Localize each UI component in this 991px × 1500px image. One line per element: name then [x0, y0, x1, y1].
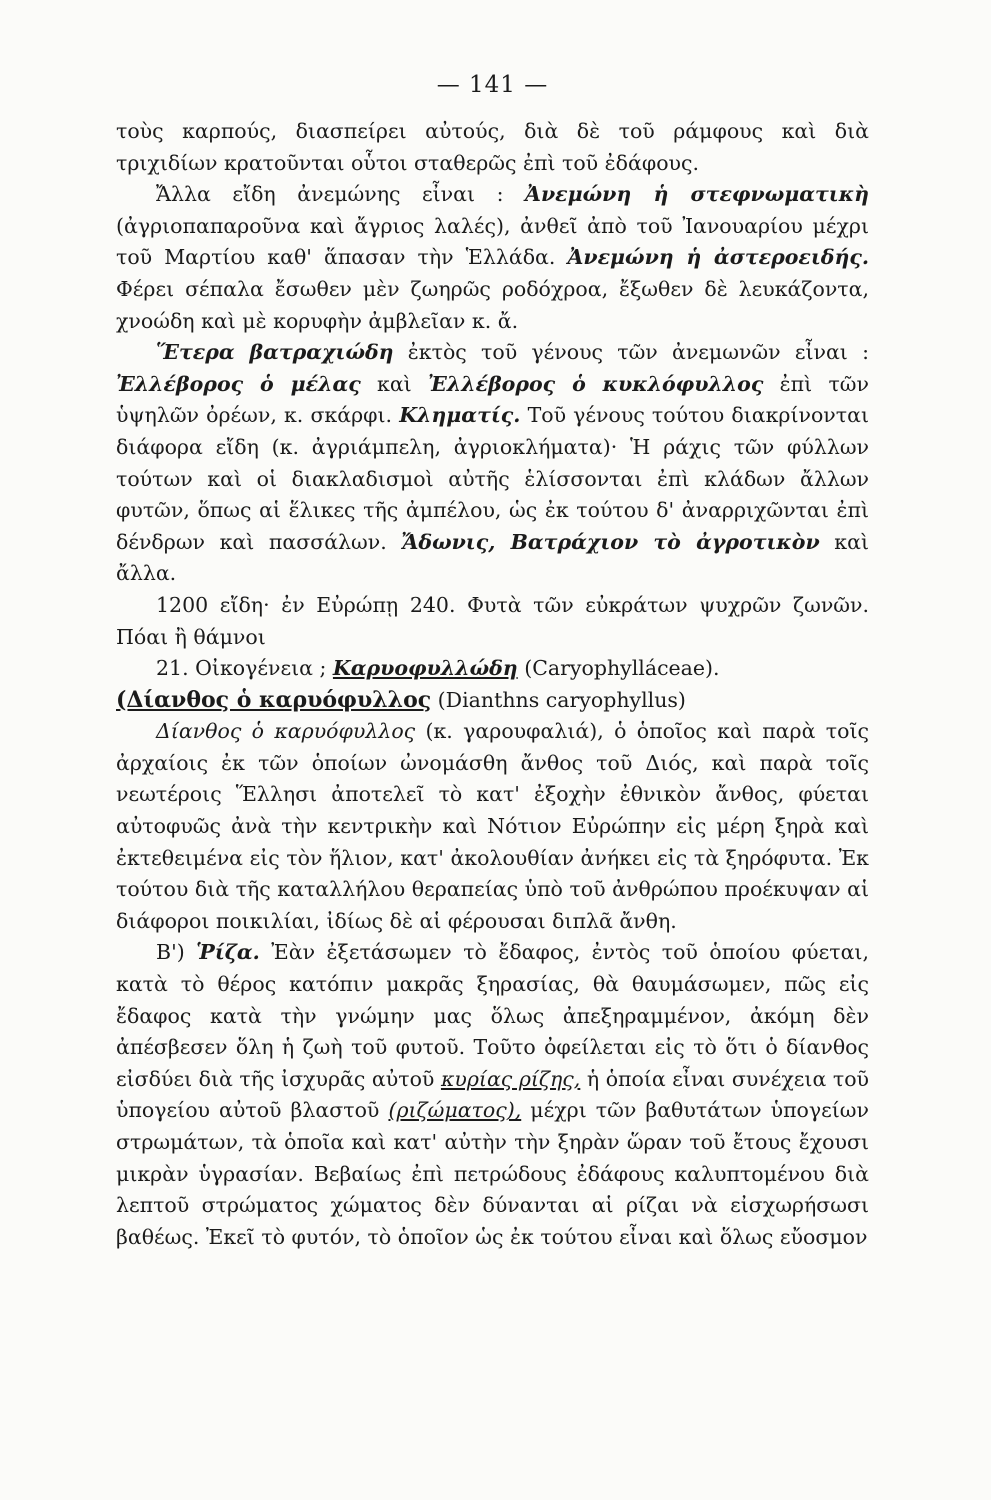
family-name: Καρυοφυλλώδη: [332, 656, 518, 681]
species-term: Ἀνεμώνη ἡ ἀστεροειδής.: [567, 245, 869, 270]
paragraph-seed-dispersal: τοὺς καρπούς, διασπείρει αὐτούς, διὰ δὲ τοῦ ράμφους καὶ διὰ τριχιδίων κρατοῦνται οὗτοι σταθερῶς ἐπὶ τοῦ ἐδάφους.: [116, 119, 869, 175]
species-latin: (Dianthns caryophyllus): [437, 687, 686, 712]
species-heading: [116, 685, 869, 717]
text-run: Ἐὰν ἐξετάσωμεν τὸ ἔδαφος, ἐντὸς τοῦ ὁποίου φύεται, κατὰ τὸ θέρος κατόπιν μακρᾶς ξηρασίας, θὰ θαυμάσωμεν, πῶς εἰς ἔδαφος κατὰ τὴν γνώμην μας ὅλως ἀπεξηραμμένον, ἀκόμη δὲν ἀπέσβεσεν ὅλη ἡ ζωὴ τοῦ φυτοῦ. Τοῦτο ὀφείλεται εἰς τὸ ὅτι ὁ δίανθος εἰσδύει διὰ τῆς ἰσχυρᾶς αὐτοῦ: [116, 940, 869, 1091]
paragraph-root: [116, 937, 869, 1253]
paragraph-other-ranunculaceae: [116, 337, 869, 590]
text-run: καὶ ἄλλα.: [116, 529, 869, 586]
text-run: Τοῦ γένους τούτου διακρίνονται διάφορα εἴδη (κ. ἀγριάμπελη, ἀγριοκλήματα)· Ἡ ράχις τῶν φύλλων τούτων καὶ οἱ διακλαδισμοὶ αὐτῆς ἑλίσσονται ἐπὶ κλάδων ἄλλων φυτῶν, ὅπως αἱ ἕλικες τῆς ἀμπέλου, ὡς ἐκ τούτου δ' ἀναρριχῶνται ἐπὶ δένδρων καὶ πασσάλων.: [116, 403, 869, 554]
text-run: (κ. γαρουφαλιά), ὁ ὁποῖος καὶ παρὰ τοῖς ἀρχαίοις ἐκ τῶν ὁποίων ὠνομάσθη ἄνθος τοῦ Διός, καὶ παρὰ τοῖς νεωτέροις Ἕλλησι ἀποτελεῖ τὸ κατ' ἐξοχὴν ἐθνικὸν ἄνθος, φύεται αὐτοφυῶς ἀνὰ τὴν κεντρικὴν καὶ Νότιον Εὐρώπην εἰς μέρη ξηρὰ καὶ ἐκτεθειμένα εἰς τὸν ἥλιον, κατ' ἀκολουθίαν ἀνήκει εἰς τὰ ξηρόφυτα. Ἐκ τούτου διὰ τῆς καταλλήλου θεραπείας ὑπὸ τοῦ ἀνθρώπου προέκυψαν αἱ διάφοροι ποικιλίαι, ἰδίως δὲ αἱ φέρουσαι διπλᾶ ἄνθη.: [116, 719, 869, 933]
species-name: (Δίανθος ὁ καρυόφυλλος: [116, 686, 432, 713]
paragraph-species-count: 1200 εἴδη· ἐν Εὐρώπῃ 240. Φυτὰ τῶν εὐκράτων ψυχρῶν ζωνῶν. Πόαι ἢ θάμνοι: [116, 592, 869, 649]
text-run: Φέρει σέπαλα ἔσωθεν μὲν ζωηρῶς ροδόχροα, ἔξωθεν δὲ λευκάζοντα, χνοώδη καὶ μὲ κορυφὴν ἀμβλεῖαν κ. ἄ.: [116, 276, 869, 333]
species-term: Κληματίς.: [399, 403, 521, 428]
text-run: καὶ: [377, 371, 412, 396]
emphasis-term: κυρίας ρίζης,: [440, 1066, 581, 1091]
text-run: Ἄλλα εἴδη ἀνεμώνης εἶναι :: [156, 182, 504, 207]
species-term: Δίανθος ὁ καρυόφυλλος: [156, 719, 416, 744]
text-run: (ἀγριοπαπαροῦνα καὶ ἄγριος λαλές), ἀνθεῖ ἀπὸ τοῦ Ἰανουαρίου μέχρι τοῦ Μαρτίου καθ' ἅπασαν τὴν Ἑλλάδα.: [116, 213, 869, 270]
species-term: Ἄδωνις, Βατράχιον τὸ ἀγροτικὸν: [401, 529, 820, 554]
text-run: ἐκτὸς τοῦ γένους τῶν ἀνεμωνῶν εἶναι :: [407, 340, 869, 365]
species-term: Ἕτερα βατραχιώδη: [156, 340, 394, 365]
paragraph-dianthus: [116, 716, 869, 937]
species-term: Ἐλλέβορος ὁ μέλας: [116, 371, 361, 396]
text-run: ἐπὶ τῶν ὑψηλῶν ὀρέων, κ. σκάρφι.: [116, 371, 869, 428]
section-title: Ῥίζα.: [196, 940, 260, 965]
page-number: — 141 —: [436, 72, 549, 98]
species-term: Ἐλλέβορος ὁ κυκλόφυλλος: [428, 371, 764, 396]
family-latin: (Caryophylláceae).: [524, 656, 720, 681]
family-number: 21. Οἰκογένεια ;: [156, 656, 327, 681]
emphasis-term: (ριζώματος),: [388, 1098, 522, 1123]
text-run: ἡ ὁποία εἶναι συνέχεια τοῦ ὑπογείου αὐτοῦ βλαστοῦ: [116, 1066, 869, 1123]
family-heading: [116, 653, 869, 685]
body-text: [116, 116, 869, 1253]
species-term: Ἀνεμώνη ἡ στεφνωματικὴ: [525, 182, 869, 207]
text-run: μέχρι τῶν βαθυτάτων ὑπογείων στρωμάτων, τὰ ὁποῖα καὶ κατ' αὐτὴν τὴν ξηρὰν ὥραν τοῦ ἔτους ἔχουσι μικρὰν ὑγρασίαν. Βεβαίως ἐπὶ πετρώδους ἐδάφους καλυπτομένου διὰ λεπτοῦ στρώματος χώματος δὲν δύνανται αἱ ρίζαι νὰ εἰσχωρήσωσι βαθέως. Ἐκεῖ τὸ φυτόν, τὸ ὁποῖον ὡς ἐκ τούτου εἶναι καὶ ὅλως εὔοσμον: [116, 1098, 869, 1249]
paragraph-anemone-species: [116, 179, 869, 337]
section-letter: Β'): [156, 940, 185, 965]
